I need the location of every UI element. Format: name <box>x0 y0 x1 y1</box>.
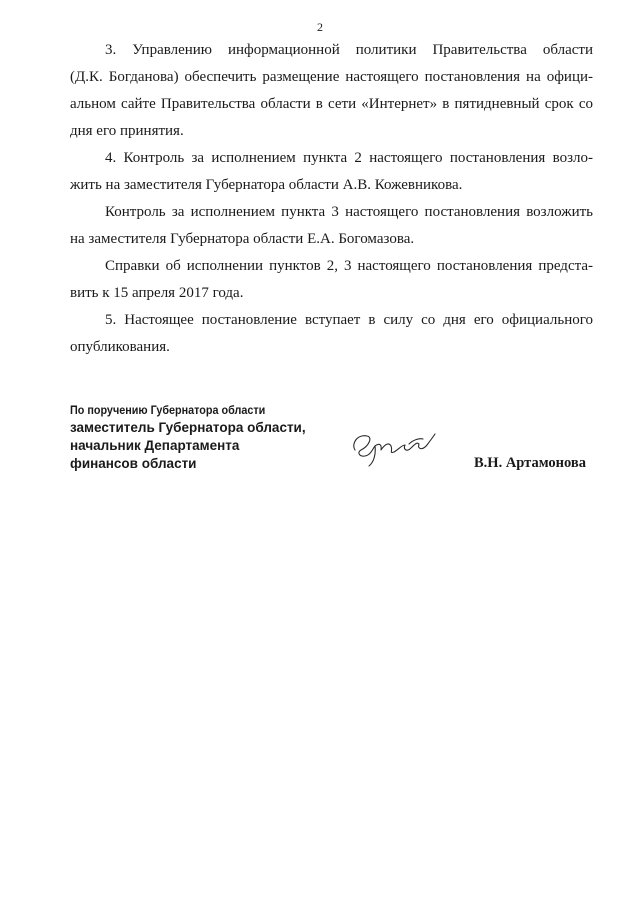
paragraph-4-line-1: 4. Контроль за исполнением пункта 2 настоящего постановления возло- <box>105 150 593 166</box>
reports-paragraph-line-2: вить к 15 апреля 2017 года. <box>70 285 244 301</box>
paragraph-5-line-1: 5. Настоящее постановление вступает в силу со дня его официального <box>105 312 593 328</box>
handwritten-signature <box>347 424 437 468</box>
signer-name: В.Н. Артамонова <box>474 455 586 471</box>
paragraph-3-line-1: 3. Управлению информационной политики Правительства области <box>105 42 593 58</box>
paragraph-3-line-4: дня его принятия. <box>70 123 184 139</box>
signer-title-line-3: финансов области <box>70 456 197 471</box>
on-behalf-label: По поручению Губернатора области <box>70 403 266 417</box>
reports-paragraph-line-1: Справки об исполнении пунктов 2, 3 настоящего постановления предста- <box>105 258 593 274</box>
control-paragraph-line-1: Контроль за исполнением пункта 3 настоящего постановления возложить <box>105 204 593 220</box>
signer-title-line-2: начальник Департамента <box>70 438 240 453</box>
paragraph-3-line-2: (Д.К. Богданова) обеспечить размещение настоящего постановления на офици- <box>70 69 593 85</box>
paragraph-4-line-2: жить на заместителя Губернатора области А.В. Кожевникова. <box>70 177 463 193</box>
page-number: 2 <box>317 20 323 34</box>
paragraph-5-line-2: опубликования. <box>70 339 170 355</box>
control-paragraph-line-2: на заместителя Губернатора области Е.А. Богомазова. <box>70 231 415 247</box>
signer-title-line-1: заместитель Губернатора области, <box>70 420 306 435</box>
paragraph-3-line-3: альном сайте Правительства области в сети «Интернет» в пятидневный срок со <box>70 96 593 112</box>
